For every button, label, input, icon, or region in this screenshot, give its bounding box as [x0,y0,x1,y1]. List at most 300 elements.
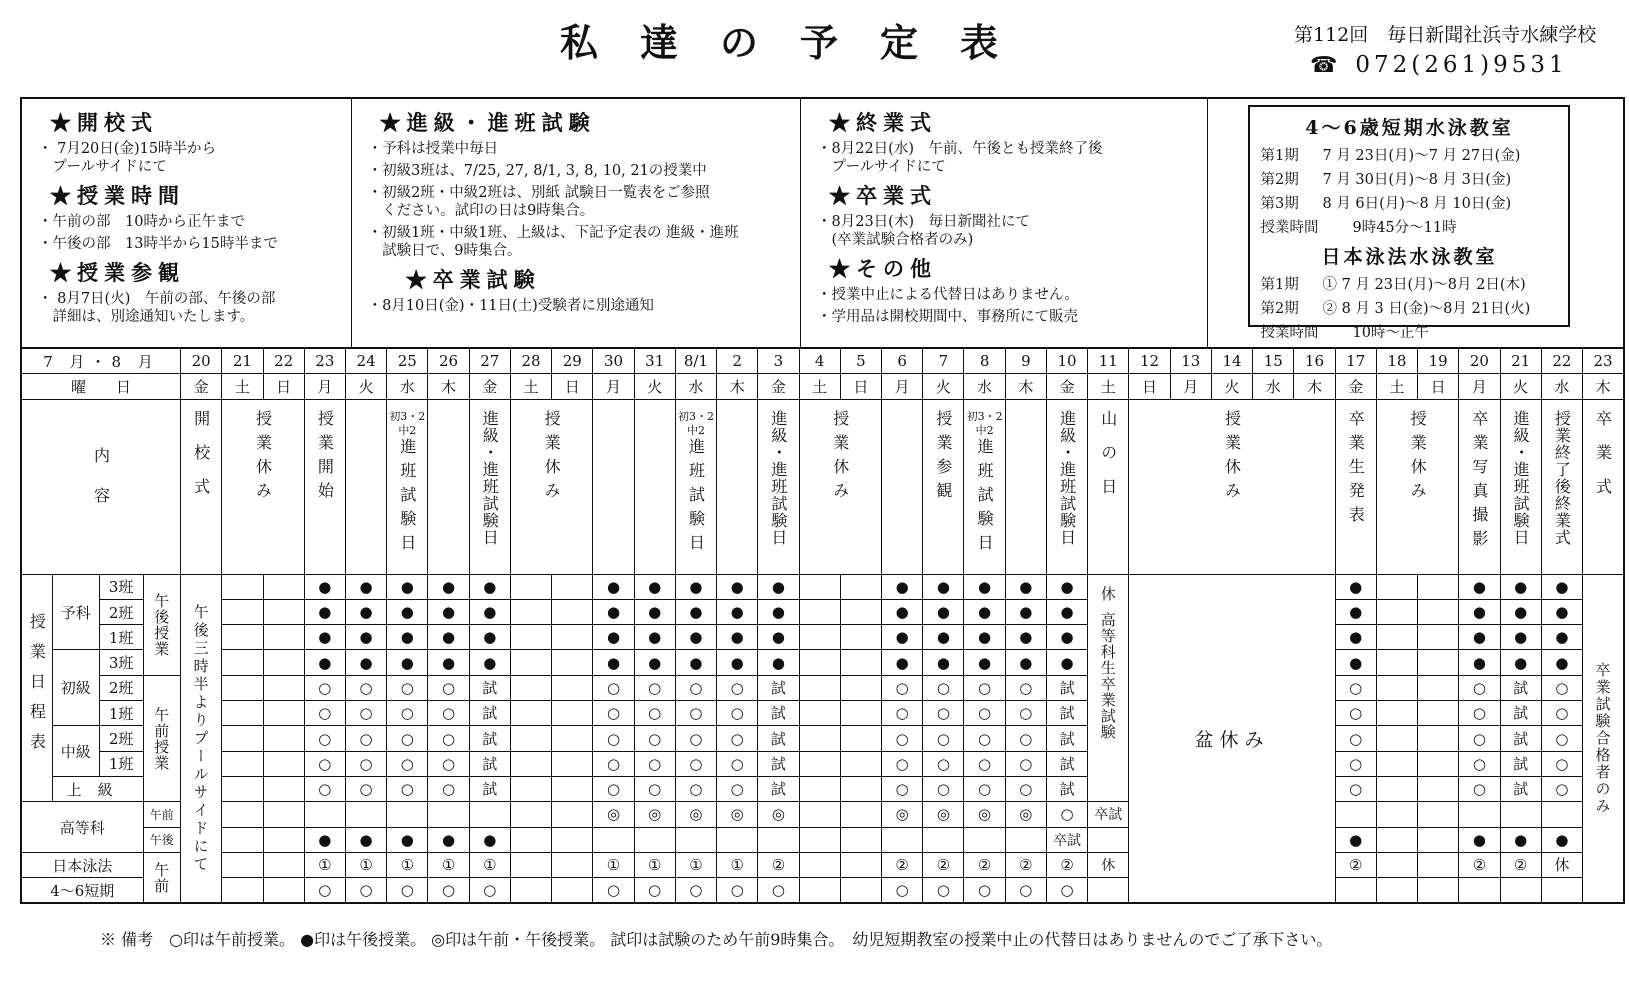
mark-cell: ② [1459,852,1500,877]
mark-cell: ● [634,599,675,624]
date-cell: 18 [1376,348,1417,374]
class-row: 第1期 7 月 23日(月)～7 月 27日(金) [1260,148,1521,164]
empty-cell [552,852,593,877]
content-text: 授業開始 [315,409,335,506]
info-item: ・8月23日(木) 毎日新聞社にて (卒業試験合格者のみ) [817,214,1030,248]
mark-cell: ○ [593,675,634,700]
empty-cell [1500,878,1541,904]
date-cell: 10 [1046,348,1087,374]
mark-cell: ○ [304,701,345,726]
mark-cell: ○ [964,776,1005,801]
empty-cell [799,852,840,877]
empty-cell [1418,827,1459,852]
empty-cell [510,751,551,776]
content-text: 卒業式 [1593,409,1613,512]
info-item: ・8月10日(金)・11日(土)受験者に別途通知 [367,298,654,314]
empty-cell [799,802,840,827]
mark-cell: ● [1005,599,1046,624]
content-sub: 初3・2 [389,409,426,423]
empty-cell [1005,827,1046,852]
empty-cell [1376,802,1417,827]
mark-cell: ② [1500,852,1541,877]
mark-cell: ○ [593,878,634,904]
mark-cell: ● [882,625,923,650]
content-cell [1376,399,1458,574]
mark-cell: ○ [882,726,923,751]
side-main-text: 授業日程表 [27,612,47,763]
date-cell: 26 [428,348,469,374]
mark-cell: ● [593,574,634,599]
mark-cell: ◎ [758,802,799,827]
weekday-cell: 木 [428,374,469,399]
mark-cell: ● [1500,650,1541,675]
content-cell [593,399,634,574]
mark-cell: ① [717,852,758,877]
mark-cell: ○ [428,751,469,776]
empty-cell [634,827,675,852]
empty-cell [552,574,593,599]
mark-cell: ● [345,625,386,650]
mark-cell: ● [758,650,799,675]
side-class: 3班 [99,650,143,675]
content-cell [1046,399,1087,574]
weekday-cell: 金 [181,374,222,399]
empty-cell [1376,701,1417,726]
mark-cell: ● [428,599,469,624]
date-cell: 13 [1170,348,1211,374]
empty-cell [222,878,263,904]
mark-cell: ● [469,827,510,852]
content-cell [1500,399,1541,574]
empty-cell [1335,802,1376,827]
empty-cell [840,701,881,726]
remarks-note: ※ 備考 ○印は午前授業。 ●印は午後授業。 ◎印は午前・午後授業。 試印は試験のため午前9時集合。 幼児短期教室の授業中止の代替日はありませんのでご了承下さい。 [100,930,1333,949]
day11-note [1088,574,1129,802]
lesson-row [21,726,1624,751]
side-nihon: 日本泳法 [21,852,143,877]
schedule-table [20,347,1625,904]
mark-cell: ○ [304,878,345,904]
class-row: 第1期 ① 7 月 23日(月)～8月 2日(木) [1260,277,1526,293]
mark-cell: 試 [469,751,510,776]
mark-cell: ○ [304,751,345,776]
mark-cell: ○ [923,726,964,751]
empty-cell [840,878,881,904]
empty-cell [263,751,304,776]
mark-cell: 試 [1500,751,1541,776]
empty-cell [510,574,551,599]
mark-cell: ○ [882,675,923,700]
mark-cell: ○ [634,776,675,801]
mark-cell: ● [387,574,428,599]
mark-cell: ● [304,574,345,599]
mark-cell: ● [717,599,758,624]
content-cell [675,399,716,574]
mark-cell: ② [1005,852,1046,877]
mark-cell: ○ [345,751,386,776]
info-column-opening [22,99,352,348]
empty-cell [840,852,881,877]
mark-cell: ● [675,574,716,599]
mark-cell: ○ [593,751,634,776]
mark-cell: 試 [758,726,799,751]
empty-cell [263,625,304,650]
content-sub: 中2 [686,423,705,437]
side-koto-am: 午前 [143,802,181,827]
mark-cell: ○ [717,776,758,801]
mark-cell: ② [758,852,799,877]
mark-cell: ● [345,599,386,624]
mark-cell: ● [1541,650,1582,675]
mark-cell: ○ [923,878,964,904]
empty-cell [510,650,551,675]
mark-cell: ○ [428,726,469,751]
empty-cell [1541,878,1582,904]
info-item: ・学用品は開校期間中、事務所にて販売 [817,309,1078,325]
empty-cell [1088,878,1129,904]
empty-cell [840,574,881,599]
mark-cell: ○ [1541,726,1582,751]
class-row: 第2期 7 月 30日(月)～8 月 3日(金) [1260,172,1512,188]
weekday-cell: 日 [263,374,304,399]
empty-cell [552,878,593,904]
heading-lesson-time: ★授業時間 [50,183,185,208]
mark-cell: 試 [1046,776,1087,801]
mark-cell: ● [1459,650,1500,675]
date-cell: 5 [840,348,881,374]
empty-cell [799,701,840,726]
mark-cell: ● [1500,599,1541,624]
mark-cell: ① [593,852,634,877]
mark-cell: 休 [1541,852,1582,877]
mark-cell: ○ [593,776,634,801]
content-cell [304,399,345,574]
mark-cell: ○ [675,878,716,904]
heading-promotion-exam: ★進級・進班試験 [379,110,596,135]
date-cell: 15 [1253,348,1294,374]
mark-cell: ○ [882,701,923,726]
mark-cell: ○ [304,776,345,801]
mark-cell: ● [345,650,386,675]
mark-cell: ○ [387,878,428,904]
weekday-cell: 日 [840,374,881,399]
mark-cell: ○ [1005,776,1046,801]
empty-cell [799,625,840,650]
mark-cell: ● [1335,625,1376,650]
mark-cell: ○ [1459,726,1500,751]
mark-cell: ○ [717,701,758,726]
mark-cell: ② [964,852,1005,877]
mark-cell: ○ [675,726,716,751]
mark-cell: ◎ [882,802,923,827]
empty-cell [222,827,263,852]
weekday-cell: 水 [1253,374,1294,399]
opening-note-text: 午後三時半よりプールサイドにて [191,603,210,874]
mark-cell: ● [1005,625,1046,650]
info-item: ・授業中止による代替日はありません。 [817,287,1079,303]
mark-cell: ● [428,827,469,852]
side-am [143,675,181,801]
weekday-cell: 日 [1129,374,1170,399]
mark-cell: ● [1046,574,1087,599]
mark-cell: ○ [387,701,428,726]
mark-cell: ○ [634,701,675,726]
side-class: 3班 [99,574,143,599]
mark-cell: ○ [1335,701,1376,726]
mark-cell: ① [428,852,469,877]
empty-cell [799,574,840,599]
nihon-class-heading: 日本泳法水泳教室 [1321,246,1498,268]
content-text: 授業休み [253,409,273,506]
mark-cell: ● [387,650,428,675]
empty-cell [222,852,263,877]
content-text: 進級・進班試験日 [1511,409,1531,546]
side-nihon-am [143,852,181,903]
empty-cell [717,827,758,852]
lesson-row [21,852,1624,877]
content-sub: 中2 [398,423,417,437]
empty-cell [1418,726,1459,751]
mark-cell: ○ [964,701,1005,726]
empty-cell [1418,878,1459,904]
mark-cell: 試 [1500,776,1541,801]
weekday-cell: 土 [510,374,551,399]
mark-cell: ◎ [1005,802,1046,827]
mark-cell: ○ [345,878,386,904]
mark-cell: ○ [964,726,1005,751]
mark-cell: ① [387,852,428,877]
mark-cell: 試 [469,726,510,751]
lesson-row [21,675,1624,700]
mark-cell: ○ [345,675,386,700]
weekday-cell: 木 [1294,374,1335,399]
info-column-exams [352,99,801,348]
content-sub: 中2 [975,423,994,437]
content-cell [1459,399,1500,574]
mark-cell: ● [964,625,1005,650]
mark-cell: ○ [1541,751,1582,776]
mark-cell: ○ [758,878,799,904]
empty-cell [1418,599,1459,624]
info-item: ・初級3班は、7/25, 27, 8/1, 3, 8, 10, 21の授業中 [367,163,707,179]
last-col [1583,574,1625,903]
empty-cell [799,675,840,700]
info-item: ・午前の部 10時から正午まで [38,214,245,230]
empty-cell [1459,802,1500,827]
empty-cell [882,827,923,852]
content-text: 進級・進班試験日 [1057,409,1077,546]
side-shokyu: 初級 [52,650,99,726]
date-cell: 14 [1211,348,1252,374]
mark-cell: ● [675,599,716,624]
empty-cell [1376,574,1417,599]
empty-cell [1459,878,1500,904]
empty-cell [552,802,593,827]
empty-cell [799,878,840,904]
empty-cell [675,827,716,852]
mark-cell: ◎ [717,802,758,827]
mark-cell: ○ [964,751,1005,776]
mark-cell: ② [1046,852,1087,877]
mark-cell: ① [469,852,510,877]
empty-cell [1376,827,1417,852]
weekday-cell: 水 [387,374,428,399]
empty-cell [263,574,304,599]
empty-cell [552,599,593,624]
heading-graduation: ★卒業式 [829,183,937,208]
mark-cell: ● [634,625,675,650]
content-row [21,399,1624,574]
mark-cell: ● [1046,625,1087,650]
page-title: 私達の予定表 [560,20,1041,65]
weekday-cell: 土 [1088,374,1129,399]
mark-cell: ● [428,574,469,599]
date-cell: 31 [634,348,675,374]
mark-cell: 試 [1046,701,1087,726]
info-item: ・8月22日(水) 午前、午後とも授業終了後 プールサイドにて [817,141,1103,175]
mark-cell: 卒試 [1088,802,1129,827]
content-sub: 初3・2 [677,409,714,423]
weekday-cell: 木 [1005,374,1046,399]
empty-cell [510,852,551,877]
info-item: ・初級1班・中級1班、上級は、下記予定表の 進級・進班 試験日で、9時集合。 [367,225,739,259]
empty-cell [840,726,881,751]
content-cell [758,399,799,574]
mark-cell: ① [345,852,386,877]
mark-cell: ○ [1005,751,1046,776]
mark-cell: ● [1046,599,1087,624]
info-item: ・予科は授業中毎日 [367,141,499,157]
mark-cell: 試 [758,776,799,801]
mark-cell: 試 [758,675,799,700]
weekday-cell: 金 [758,374,799,399]
empty-cell [840,802,881,827]
date-cell: 24 [345,348,386,374]
mark-cell: 試 [1500,726,1541,751]
side-main [21,574,52,802]
mark-cell: ● [387,599,428,624]
content-cell [181,399,222,574]
info-item: ・初級2班・中級2班は、別紙 試験日一覧表をご参照 ください。試印の日は9時集合。 [367,185,710,219]
content-text: 山の日 [1098,409,1118,512]
empty-cell [263,599,304,624]
info-column-classes [1208,99,1623,348]
content-cell [1335,399,1376,574]
empty-cell [923,827,964,852]
mark-cell: ● [717,574,758,599]
mark-cell: ● [304,827,345,852]
mark-cell: ● [1046,650,1087,675]
side-class: 1班 [99,625,143,650]
mark-cell: ○ [1046,878,1087,904]
info-column-closing [801,99,1208,348]
mark-cell: 試 [758,701,799,726]
empty-cell [799,751,840,776]
mark-cell: ◎ [964,802,1005,827]
weekday-cell: 金 [1046,374,1087,399]
empty-cell [263,650,304,675]
mark-cell: ○ [1005,675,1046,700]
mark-cell: ○ [717,726,758,751]
mark-cell: ● [758,625,799,650]
weekday-cell: 木 [717,374,758,399]
date-cell: 21 [1500,348,1541,374]
side-class: 2班 [99,599,143,624]
mark-cell: ○ [923,701,964,726]
side-koto: 高等科 [21,802,143,853]
content-sub: 初3・2 [966,409,1003,423]
mark-cell: ○ [717,751,758,776]
content-text: 授業参観 [933,409,953,506]
heading-closing: ★終業式 [829,110,937,135]
mark-cell: ○ [923,751,964,776]
empty-cell [304,802,345,827]
lesson-row [21,625,1624,650]
empty-cell [1376,852,1417,877]
mark-cell: ● [1500,827,1541,852]
date-cell: 16 [1294,348,1335,374]
mark-cell: ○ [1046,802,1087,827]
content-cell [1583,399,1625,574]
mark-cell: ○ [1459,701,1500,726]
side-pm-text: 午後授業 [152,592,171,657]
empty-cell [1088,827,1129,852]
empty-cell [1376,878,1417,904]
heading-observation: ★授業参観 [50,260,185,285]
date-cell: 17 [1335,348,1376,374]
mark-cell: ● [345,574,386,599]
mark-cell: ● [1541,574,1582,599]
empty-cell [510,625,551,650]
weekday-cell: 月 [1459,374,1500,399]
mark-cell: ○ [717,878,758,904]
class-row: 第3期 8 月 6日(月)～8 月 10日(金) [1260,196,1512,212]
mark-cell: ● [964,574,1005,599]
content-text: 卒業写真撮影 [1469,409,1489,554]
mark-cell: 試 [469,675,510,700]
date-cell: 7 [923,348,964,374]
content-text: 授業休み [1408,409,1428,506]
mark-cell: ● [675,650,716,675]
weekday-cell: 日 [552,374,593,399]
mark-cell: ● [304,599,345,624]
empty-cell [1376,599,1417,624]
mark-cell: ● [428,650,469,675]
content-cell [510,399,592,574]
obon-cell: 盆休み [1129,574,1335,903]
mark-cell: ● [1335,650,1376,675]
empty-cell [222,726,263,751]
info-item: ・午後の部 13時半から15時半まで [38,236,278,252]
mark-cell: ① [675,852,716,877]
mark-cell: ● [304,650,345,675]
weekday-cell: 火 [923,374,964,399]
mark-cell: ○ [428,776,469,801]
lesson-row [21,751,1624,776]
mark-cell: ● [1335,827,1376,852]
empty-cell [1335,878,1376,904]
content-cell [634,399,675,574]
mark-cell: ● [304,625,345,650]
mark-cell: ○ [1335,776,1376,801]
mark-cell: 試 [469,701,510,726]
empty-cell [552,675,593,700]
content-text: 進班試験日 [975,437,995,558]
date-cell: 27 [469,348,510,374]
mark-cell: ● [882,574,923,599]
date-cell: 12 [1129,348,1170,374]
empty-cell [469,802,510,827]
